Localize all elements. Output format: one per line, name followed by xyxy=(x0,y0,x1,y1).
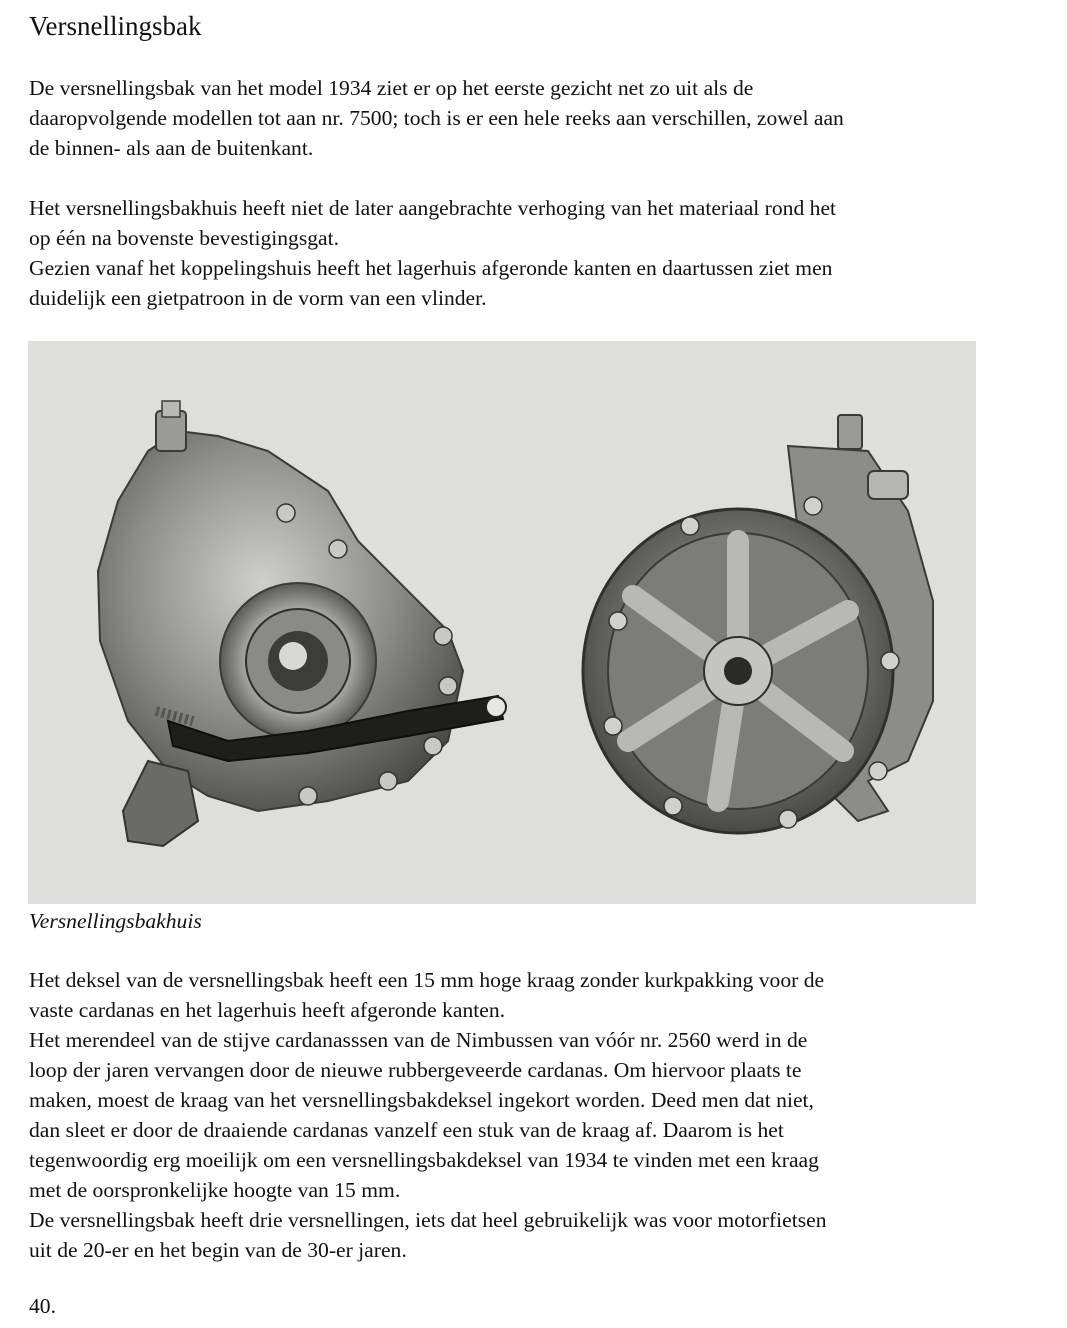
text-line: maken, moest de kraag van het versnellingsbakdeksel ingekort worden. Deed men dat niet, xyxy=(29,1088,814,1112)
text-line: daaropvolgende modellen tot aan nr. 7500; toch is er een hele reeks aan verschillen, zowel aan xyxy=(29,106,844,130)
text-line: Het deksel van de versnellingsbak heeft een 15 mm hoge kraag zonder kurkpakking voor de xyxy=(29,968,825,992)
gearbox-illustration-icon xyxy=(28,341,976,904)
gearbox-housing-photo xyxy=(28,341,976,904)
text-line: dan sleet er door de draaiende cardanas vanzelf een stuk van de kraag af. Daarom is het xyxy=(29,1118,784,1142)
text-line: loop der jaren vervangen door de nieuwe rubbergeveerde cardanas. Om hiervoor plaats te xyxy=(29,1058,802,1082)
text-line: Het versnellingsbakhuis heeft niet de later aangebrachte verhoging van het materiaal rond het xyxy=(29,196,837,220)
page-number: 40. xyxy=(29,1294,56,1318)
paragraph-cardan-shafts xyxy=(29,1025,1019,1205)
page-heading: Versnellingsbak xyxy=(29,11,202,41)
text-line: met de oorspronkelijke hoogte van 15 mm. xyxy=(29,1178,401,1202)
paragraph-intro xyxy=(29,73,1019,163)
text-line: Gezien vanaf het koppelingshuis heeft het lagerhuis afgeronde kanten en daartussen ziet men xyxy=(29,256,833,280)
paragraph-bearing-housing xyxy=(29,253,1019,313)
paragraph-cover xyxy=(29,965,1019,1025)
paragraph-gears xyxy=(29,1205,1019,1265)
text-line: Het merendeel van de stijve cardanasssen van de Nimbussen van vóór nr. 2560 werd in de xyxy=(29,1028,808,1052)
text-line: op één na bovenste bevestigingsgat. xyxy=(29,226,340,250)
paragraph-housing xyxy=(29,193,1019,253)
text-line: De versnellingsbak van het model 1934 ziet er op het eerste gezicht net zo uit als de xyxy=(29,76,754,100)
text-line: uit de 20-er en het begin van de 30-er jaren. xyxy=(29,1238,407,1262)
figure-caption: Versnellingsbakhuis xyxy=(29,909,202,933)
text-line: duidelijk een gietpatroon in de vorm van een vlinder. xyxy=(29,286,487,310)
text-line: de binnen- als aan de buitenkant. xyxy=(29,136,314,160)
text-line: vaste cardanas en het lagerhuis heeft afgeronde kanten. xyxy=(29,998,506,1022)
text-line: De versnellingsbak heeft drie versnellingen, iets dat heel gebruikelijk was voor motorfietsen xyxy=(29,1208,827,1232)
text-line: tegenwoordig erg moeilijk om een versnellingsbakdeksel van 1934 te vinden met een kraag xyxy=(29,1148,819,1172)
